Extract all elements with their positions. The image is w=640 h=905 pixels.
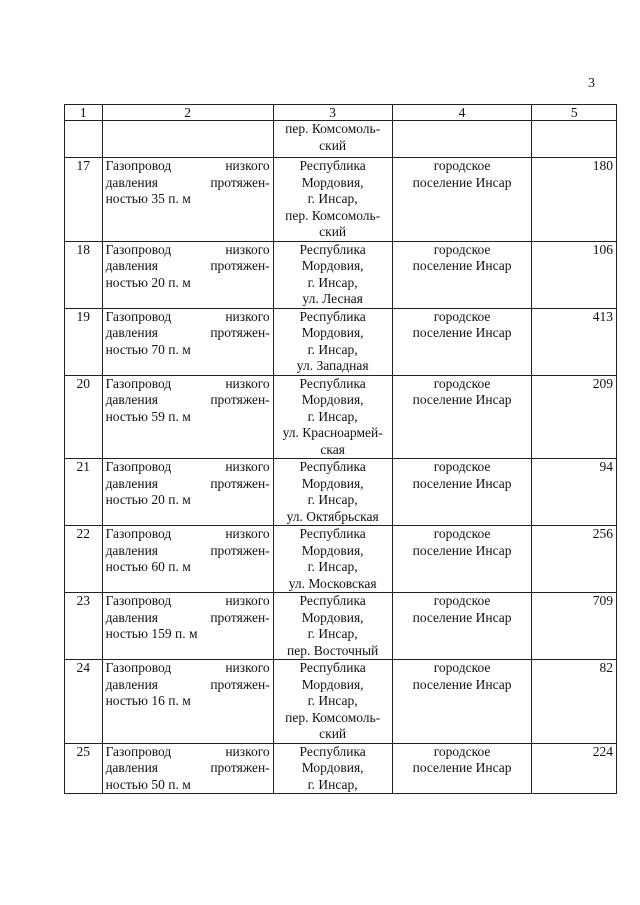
object-name-line: давления протяжен- <box>105 609 270 625</box>
table-row <box>65 308 617 375</box>
object-name-line: ностью 35 п. м <box>105 191 191 206</box>
row-number: 21 <box>65 459 103 526</box>
object-value: 82 <box>532 660 617 744</box>
object-name-line: давления протяжен- <box>105 174 270 190</box>
settlement: городское поселение Инсар <box>392 593 532 660</box>
header-cell-4: 4 <box>392 105 532 121</box>
object-value: 224 <box>532 743 617 794</box>
object-address: Республика Мордовия, г. Инсар, ул. Красноармей- ская <box>273 375 392 459</box>
object-address: Республика Мордовия, г. Инсар, <box>273 743 392 794</box>
object-name-line: ностью 50 п. м <box>105 776 191 792</box>
settlement: городское поселение Инсар <box>392 158 532 242</box>
object-address: Республика Мордовия, г. Инсар, ул. Лесная <box>273 241 392 308</box>
property-table <box>64 104 617 794</box>
object-address: Республика Мордовия, г. Инсар, ул. Московская <box>273 526 392 593</box>
object-name-line: давления протяжен- <box>105 676 270 692</box>
settlement: городское поселение Инсар <box>392 459 532 526</box>
object-name <box>102 526 273 593</box>
object-name-line: Газопровод низкого <box>105 526 270 541</box>
object-name-line: давления протяжен- <box>105 760 270 775</box>
continuation-row <box>65 121 617 158</box>
header-cell-3: 3 <box>273 105 392 121</box>
continuation-settlement <box>392 121 532 158</box>
settlement: городское поселение Инсар <box>392 308 532 375</box>
object-value: 256 <box>532 526 617 593</box>
header-row <box>65 105 617 121</box>
row-number: 25 <box>65 743 103 794</box>
settlement: городское поселение Инсар <box>392 743 532 794</box>
row-number: 23 <box>65 593 103 660</box>
object-name <box>102 158 273 242</box>
object-value: 94 <box>532 459 617 526</box>
object-name-line: давления протяжен- <box>105 542 270 558</box>
table-row <box>65 375 617 459</box>
object-name-line: ностью 70 п. м <box>105 341 191 357</box>
object-name-line: Газопровод низкого <box>105 743 270 759</box>
table-row <box>65 526 617 593</box>
object-name <box>102 375 273 459</box>
settlement: городское поселение Инсар <box>392 526 532 593</box>
object-name-line: ностью 60 п. м <box>105 559 191 574</box>
object-name-line: давления протяжен- <box>105 475 270 491</box>
row-number: 18 <box>65 241 103 308</box>
object-name-line: ностью 16 п. м <box>105 693 191 708</box>
continuation-value <box>532 121 617 158</box>
object-value: 209 <box>532 375 617 459</box>
object-name-line: Газопровод низкого <box>105 660 270 675</box>
object-name-line: давления протяжен- <box>105 392 270 407</box>
object-name-line: Газопровод низкого <box>105 593 270 608</box>
object-name-line: Газопровод низкого <box>105 375 270 391</box>
object-name-line: ностью 20 п. м <box>105 274 191 290</box>
row-number: 19 <box>65 308 103 375</box>
settlement: городское поселение Инсар <box>392 375 532 459</box>
table-row <box>65 241 617 308</box>
object-name <box>102 743 273 794</box>
header-cell-1: 1 <box>65 105 103 121</box>
object-name-line: ностью 59 п. м <box>105 408 191 424</box>
table-row <box>65 593 617 660</box>
table-row <box>65 660 617 744</box>
object-name <box>102 308 273 375</box>
object-name-line: давления протяжен- <box>105 325 270 340</box>
object-value: 106 <box>532 241 617 308</box>
object-value: 709 <box>532 593 617 660</box>
object-name <box>102 660 273 744</box>
object-address: Республика Мордовия, г. Инсар, ул. Октябрьская <box>273 459 392 526</box>
table-row <box>65 743 617 794</box>
page-number: 3 <box>588 76 595 91</box>
object-name-line: Газопровод низкого <box>105 459 270 474</box>
object-name-line: ностью 159 п. м <box>105 626 198 641</box>
object-name-line: Газопровод низкого <box>105 158 270 173</box>
header-cell-2: 2 <box>102 105 273 121</box>
object-address: Республика Мордовия, г. Инсар, пер. Комсомоль- ский <box>273 660 392 744</box>
continuation-address: пер. Комсомоль- ский <box>273 121 392 158</box>
object-address: Республика Мордовия, г. Инсар, ул. Западная <box>273 308 392 375</box>
object-name-line: Газопровод низкого <box>105 308 270 324</box>
object-name-line: давления протяжен- <box>105 258 270 273</box>
continuation-name <box>102 121 273 158</box>
object-value: 413 <box>532 308 617 375</box>
table-row <box>65 459 617 526</box>
object-name-line: ностью 20 п. м <box>105 492 191 507</box>
continuation-num <box>65 121 103 158</box>
row-number: 24 <box>65 660 103 744</box>
object-address: Республика Мордовия, г. Инсар, пер. Комсомоль- ский <box>273 158 392 242</box>
object-name <box>102 593 273 660</box>
table-row <box>65 158 617 242</box>
object-address: Республика Мордовия, г. Инсар, пер. Восточный <box>273 593 392 660</box>
row-number: 22 <box>65 526 103 593</box>
object-name <box>102 241 273 308</box>
object-name-line: Газопровод низкого <box>105 241 270 257</box>
header-cell-5: 5 <box>532 105 617 121</box>
object-name <box>102 459 273 526</box>
row-number: 20 <box>65 375 103 459</box>
object-value: 180 <box>532 158 617 242</box>
settlement: городское поселение Инсар <box>392 660 532 744</box>
row-number: 17 <box>65 158 103 242</box>
settlement: городское поселение Инсар <box>392 241 532 308</box>
